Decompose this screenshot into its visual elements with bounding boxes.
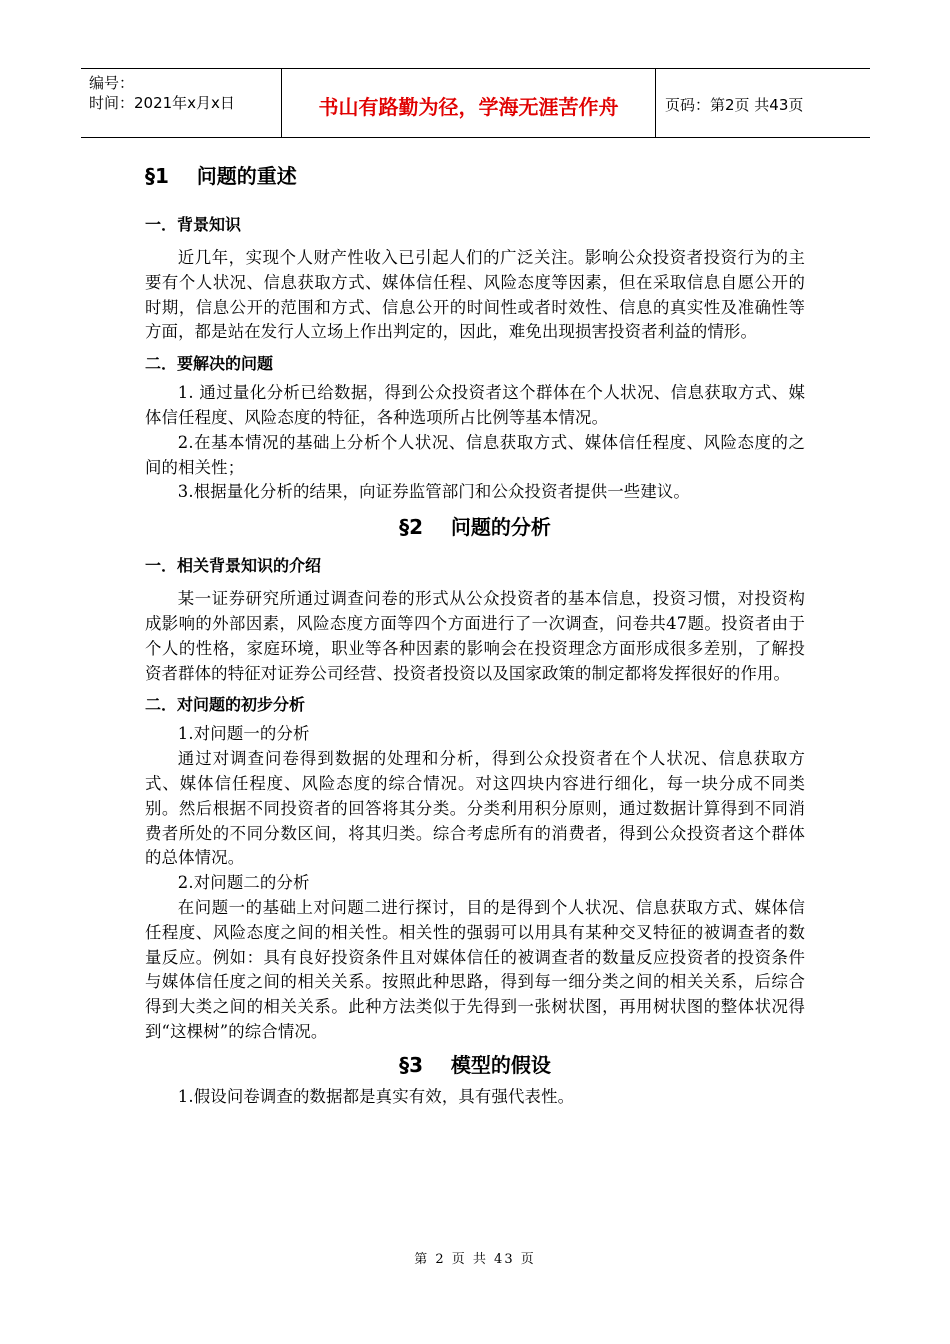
section-3-title: §3 模型的假设: [399, 1052, 551, 1077]
section-1-subtitle-background: 一．背景知识: [145, 215, 242, 234]
section-2-analysis-item: 1.对问题一的分析: [177, 724, 310, 744]
section-2-analysis-item: 通过对调查问卷得到数据的处理和分析，得到公众投资者在个人状况、信息获取方式、媒体信任程度、风险态度的综合情况。对这四块内容进行细化，每一块分成不同类别。然后根据不同投资者的回答将其分类。分类利用积分原则，通过数据计算得到不同消费者所处的不同分数区间，将其归类。综合考虑所有的消费者，得到公众投资者这个群体的总体情况。: [145, 749, 805, 868]
header-page-info: 页码：第2页 共43页: [665, 95, 804, 114]
section-1-title: §1 问题的重述: [145, 164, 297, 188]
section-3-assumption-item: 1.假设问卷调查的数据都是真实有效，具有强代表性。: [177, 1086, 575, 1106]
header-meta: [81, 69, 282, 137]
section-2-title: §2 问题的分析: [399, 515, 551, 540]
section-1-problem-item: 1. 通过量化分析已给数据，得到公众投资者这个群体在个人状况、信息获取方式、媒体信任程度、风险态度的特征，各种选项所占比例等基本情况。: [145, 383, 805, 427]
section-1-paragraph: 近几年，实现个人财产性收入已引起人们的广泛关注。影响公众投资者投资行为的主要有个人状况、信息获取方式、媒体信任程、风险态度等因素，但在采取信息自愿公开的时期，信息公开的范围和方式、信息公开的时间性或者时效性、信息的真实性及准确性等方面，都是站在发行人立场上作出判定的，因此，难免出现损害投资者利益的情形。: [145, 248, 805, 342]
section-1-problem-item: 3.根据量化分析的结果，向证券监管部门和公众投资者提供一些建议。: [177, 482, 690, 502]
section-2-paragraph: 某一证券研究所通过调查问卷的形式从公众投资者的基本信息，投资习惯，对投资构成影响的外部因素，风险态度方面等四个方面进行了一次调查，问卷共47题。投资者由于个人的性格，家庭环境，职业等各种因素的影响会在投资理念方面形成很多差别，了解投资者群体的特征对证券公司经营、投资者投资以及国家政策的制定都将发挥很好的作用。: [145, 589, 805, 683]
section-2-analysis-item: 2.对问题二的分析: [177, 873, 310, 893]
section-1-problem-item: 2.在基本情况的基础上分析个人状况、信息获取方式、媒体信任程度、风险态度的之间的相关性；: [145, 432, 805, 477]
section-2-subtitle-analysis: 二．对问题的初步分析: [145, 695, 306, 715]
page-footer: 第 2 页 共 43 页: [414, 1252, 536, 1267]
document-date: 时间：2021年x月x日: [89, 94, 235, 112]
section-1-subtitle-problems: 二．要解决的问题: [145, 354, 274, 374]
page-header: [81, 68, 870, 138]
section-2-subtitle-intro: 一．相关背景知识的介绍: [145, 556, 322, 576]
section-2-analysis-item: 在问题一的基础上对问题二进行探讨，目的是得到个人状况、信息获取方式、媒体信任程度、风险态度之间的相关性。相关性的强弱可以用具有某种交叉特征的被调查者的数量反应。例如：具有良好投资条件且对媒体信任的被调查者的数量反应投资者的投资条件与媒体信任度之间的相关关系。按照此种思路，得到每一细分类之间的相关关系，后综合得到大类之间的相关关系。此种方法类似于先得到一张树状图，再用树状图的整体状况得到“这棵树”的综合情况。: [145, 897, 805, 1041]
document-number-label: 编号：: [89, 74, 135, 92]
document-body: [145, 160, 805, 1110]
header-motto: 书山有路勤为径，学海无涯苦作舟: [282, 69, 656, 137]
